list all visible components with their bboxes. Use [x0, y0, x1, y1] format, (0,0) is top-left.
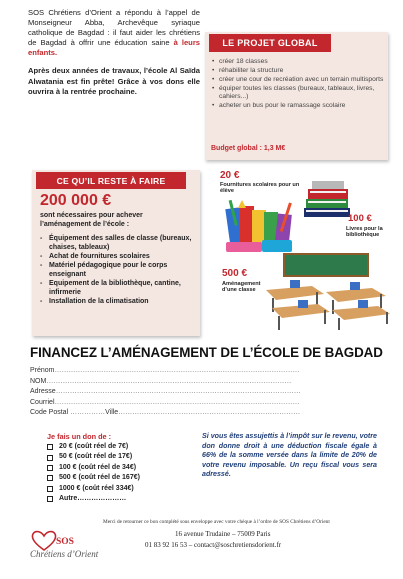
checkbox[interactable] [47, 455, 53, 461]
checkbox[interactable] [47, 486, 53, 492]
field-dots: …………………………………………………………………………………………… [54, 398, 300, 406]
field-dots: …………………………………………………………………………………………… [55, 388, 301, 396]
classroom-caption: Aménagement d’une classe [222, 281, 261, 294]
field-label: Ville [105, 409, 119, 417]
reste-list [38, 235, 196, 307]
classroom-price: 500 € [222, 268, 248, 279]
don-option[interactable] [47, 463, 140, 473]
checkbox[interactable] [47, 465, 53, 471]
don-option-label: 50 € (coût réel de 17€) [59, 453, 133, 461]
field-label: Code Postal [30, 409, 69, 417]
don-option[interactable] [47, 484, 140, 494]
school-supplies-icon [222, 198, 302, 258]
don-title: Je fais un don de : [47, 432, 112, 441]
don-option-label: 20 € (coût réel de 7€) [59, 443, 129, 450]
field-label: Prénom [30, 367, 55, 374]
form-row-courriel[interactable] [30, 398, 380, 409]
list-item: - Achat de fournitures scolaires [38, 253, 196, 262]
form-row-prenom[interactable] [30, 366, 380, 377]
field-dots: …………………………………………………………………………………………… [54, 367, 300, 374]
projet-global-title: LE PROJET GLOBAL [209, 34, 331, 52]
contact-info: 01 83 92 16 53 – contact@soschretiensdorient.fr [145, 541, 282, 549]
intro-p1-highlight: à leurs enfants. [28, 38, 200, 58]
field-label: Courriel [30, 398, 55, 406]
checkbox[interactable] [47, 444, 53, 450]
don-option-label: Autre………………… [59, 495, 127, 503]
books-icon [300, 176, 355, 221]
list-item: • créer 18 classes [212, 58, 384, 67]
don-option-label: 1000 € (coût réel 334€) [59, 484, 134, 492]
form-row-adresse[interactable] [30, 387, 380, 398]
books-price: 100 € [348, 213, 372, 224]
list-item: - Matériel pédagogique pour le corps enseignant [38, 262, 196, 280]
reste-title: CE QU’IL RESTE À FAIRE [36, 172, 186, 189]
books-caption: Livres pour la bibliothèque [346, 226, 383, 239]
list-item: • réhabiliter la structure [212, 67, 384, 76]
classroom-icon [262, 250, 392, 332]
don-option[interactable] [47, 442, 140, 452]
field-dots: …………… [70, 409, 106, 417]
field-label: Adresse [30, 388, 56, 396]
field-dots: …………………………………………………………………… [118, 409, 301, 417]
finance-title: FINANCEZ L’AMÉNAGEMENT DE L’ÉCOLE DE BAGDAD [30, 345, 383, 360]
donation-form [30, 366, 380, 419]
form-row-cp-ville[interactable] [30, 408, 380, 419]
logo-name: Chrétiens d’Orient [30, 549, 99, 559]
intro-p1-text: SOS Chrétiens d’Orient a répondu à l’appel de Monseigneur Abba, Archevêque syriaque catholique de Bagdad : il faut aider les chrétiens de Bagdad à offrir une éducation saine [28, 8, 200, 48]
checkbox[interactable] [47, 496, 53, 502]
list-item: - Installation de la climatisation [38, 298, 196, 307]
supplies-price: 20 € [220, 170, 240, 181]
budget-global: Budget global : 1,3 M€ [211, 145, 286, 152]
don-option-label: 500 € (coût réel de 167€) [59, 474, 140, 482]
form-row-nom[interactable] [30, 377, 380, 388]
don-option[interactable] [47, 494, 140, 504]
intro-paragraph-2: Après deux années de travaux, l’école Al Saïda Alwatania est fin prête! Grâce à vos dons elle ouvrira à la rentrée prochaine. [28, 66, 200, 96]
return-instructions: Merci de retourner ce bon complété sous enveloppe avec votre chèque à l’ordre de SOS Chrétiens d’Orient [103, 519, 330, 525]
reste-description: sont nécessaires pour achever l’aménagement de l’école : [40, 212, 143, 228]
list-item: • acheter un bus pour le ramassage scolaire [212, 102, 384, 111]
fiscal-note: Si vous êtes assujettis à l’impôt sur le revenu, votre don donne droit à une déduction fiscale égale à 66% de la somme versée dans la limite de 20% de votre revenu imposable. Un reçu fiscal vous sera adressé. [202, 432, 377, 478]
reste-amount: 200 000 € [40, 192, 112, 209]
list-item: • créer une cour de recréation avec un terrain multisports [212, 76, 384, 85]
intro-paragraph-1 [28, 8, 200, 58]
don-option-label: 100 € (coût réel de 34€) [59, 463, 137, 471]
checkbox[interactable] [47, 475, 53, 481]
logo-sos: SOS [56, 537, 74, 547]
intro-text [28, 8, 200, 105]
supplies-caption: Fournitures scolaires pour un élève [220, 182, 300, 195]
field-dots: …………………………………………………………………………………………… [46, 377, 292, 385]
list-item: - Équipement des salles de classe (bureaux, chaises, tableaux) [38, 235, 196, 253]
projet-global-list [212, 58, 384, 111]
field-label: NOM [30, 377, 47, 385]
list-item: - Equipement de la bibliothèque, cantine, infirmerie [38, 280, 196, 298]
don-option[interactable] [47, 473, 140, 483]
don-option[interactable] [47, 452, 140, 462]
don-options [47, 442, 140, 504]
postal-address: 16 avenue Trudaine – 75009 Paris [175, 530, 271, 538]
list-item: • équiper toutes les classes (bureaux, tableaux, livres, cahiers...) [212, 85, 384, 103]
